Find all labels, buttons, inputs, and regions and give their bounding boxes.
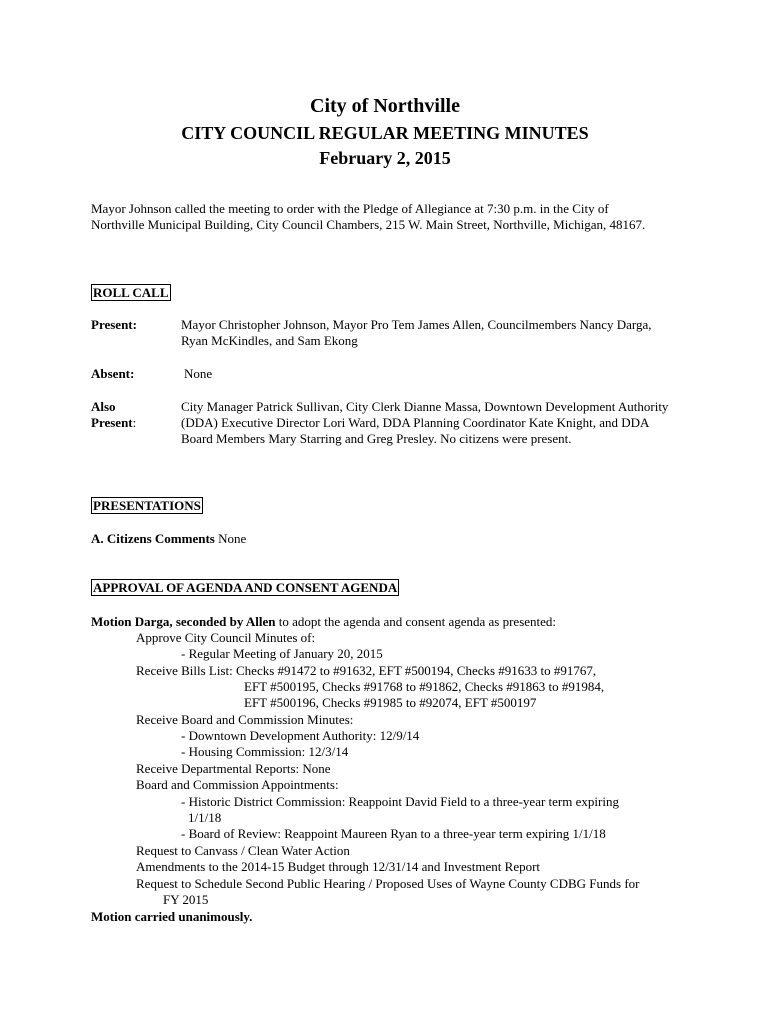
agenda-line: Receive Departmental Reports: None bbox=[136, 761, 331, 776]
agenda-line: Receive Bills List: Checks #91472 to #91632, EFT #500194, Checks #91633 to #91767, bbox=[136, 663, 597, 678]
city-name: City of Northville bbox=[310, 95, 460, 117]
agenda-line: EFT #500196, Checks #91985 to #92074, EFT #500197 bbox=[244, 695, 537, 710]
agenda-line: - Historic District Commission: Reappoint David Field to a three-year term expiring bbox=[181, 794, 619, 809]
agenda-line: Amendments to the 2014-15 Budget through 12/31/14 and Investment Report bbox=[136, 859, 541, 874]
agenda-line: - Regular Meeting of January 20, 2015 bbox=[181, 646, 383, 661]
citizens-comments-label: A. Citizens Comments bbox=[91, 531, 215, 546]
agenda-line: EFT #500195, Checks #91768 to #91862, Checks #91863 to #91984, bbox=[244, 679, 605, 694]
agenda-line: - Downtown Development Authority: 12/9/14 bbox=[181, 728, 420, 743]
meeting-date: February 2, 2015 bbox=[319, 148, 451, 168]
also-label-line1: Also bbox=[91, 399, 116, 414]
agenda-line: - Housing Commission: 12/3/14 bbox=[181, 744, 349, 759]
motion-mover: Motion Darga, seconded by Allen bbox=[91, 614, 276, 629]
agenda-line: Request to Canvass / Clean Water Action bbox=[136, 843, 350, 858]
agenda-line: 1/1/18 bbox=[188, 810, 222, 825]
agenda-line: Request to Schedule Second Public Hearing / Proposed Uses of Wayne County CDBG Funds for bbox=[136, 876, 640, 891]
agenda-line: Approve City Council Minutes of: bbox=[136, 630, 316, 645]
agenda-heading: APPROVAL OF AGENDA AND CONSENT AGENDA bbox=[93, 580, 398, 595]
present-value: Mayor Christopher Johnson, Mayor Pro Tem James Allen, Councilmembers Nancy Darga, Ryan McKindles, and Sam Ekong bbox=[181, 317, 652, 348]
motion-text: to adopt the agenda and consent agenda as presented: bbox=[275, 614, 557, 629]
presentations-heading: PRESENTATIONS bbox=[93, 498, 201, 513]
roll-call-heading: ROLL CALL bbox=[93, 285, 169, 300]
agenda-line: Receive Board and Commission Minutes: bbox=[136, 712, 354, 727]
present-label: Present: bbox=[91, 317, 137, 332]
absent-value: None bbox=[184, 366, 213, 381]
agenda-line: - Board of Review: Reappoint Maureen Ryan to a three-year term expiring 1/1/18 bbox=[181, 826, 606, 841]
also-present-value: City Manager Patrick Sullivan, City Clerk Dianne Massa, Downtown Development Authority (DDA) Executive Director Lori Ward, DDA Planning Coordinator Kate Knight, and DDA Board Members Mary Starring and Greg Presley. No citizens were present. bbox=[181, 399, 669, 446]
document-title: CITY COUNCIL REGULAR MEETING MINUTES bbox=[181, 123, 589, 143]
citizens-comments-line bbox=[91, 531, 246, 547]
agenda-line: FY 2015 bbox=[163, 892, 209, 907]
agenda-line: Board and Commission Appointments: bbox=[136, 777, 339, 792]
absent-label: Absent: bbox=[91, 366, 135, 381]
also-label-present: Present bbox=[91, 415, 133, 430]
also-label-line2 bbox=[91, 415, 136, 431]
also-label-colon: : bbox=[132, 415, 137, 430]
motion-result: Motion carried unanimously. bbox=[91, 909, 253, 924]
intro-paragraph: Mayor Johnson called the meeting to order with the Pledge of Allegiance at 7:30 p.m. in the City of Northville Municipal Building, City Council Chambers, 215 W. Main Street, Northville, Michigan, 48167. bbox=[91, 201, 646, 232]
motion-line bbox=[91, 614, 556, 630]
citizens-comments-value: None bbox=[218, 531, 247, 546]
